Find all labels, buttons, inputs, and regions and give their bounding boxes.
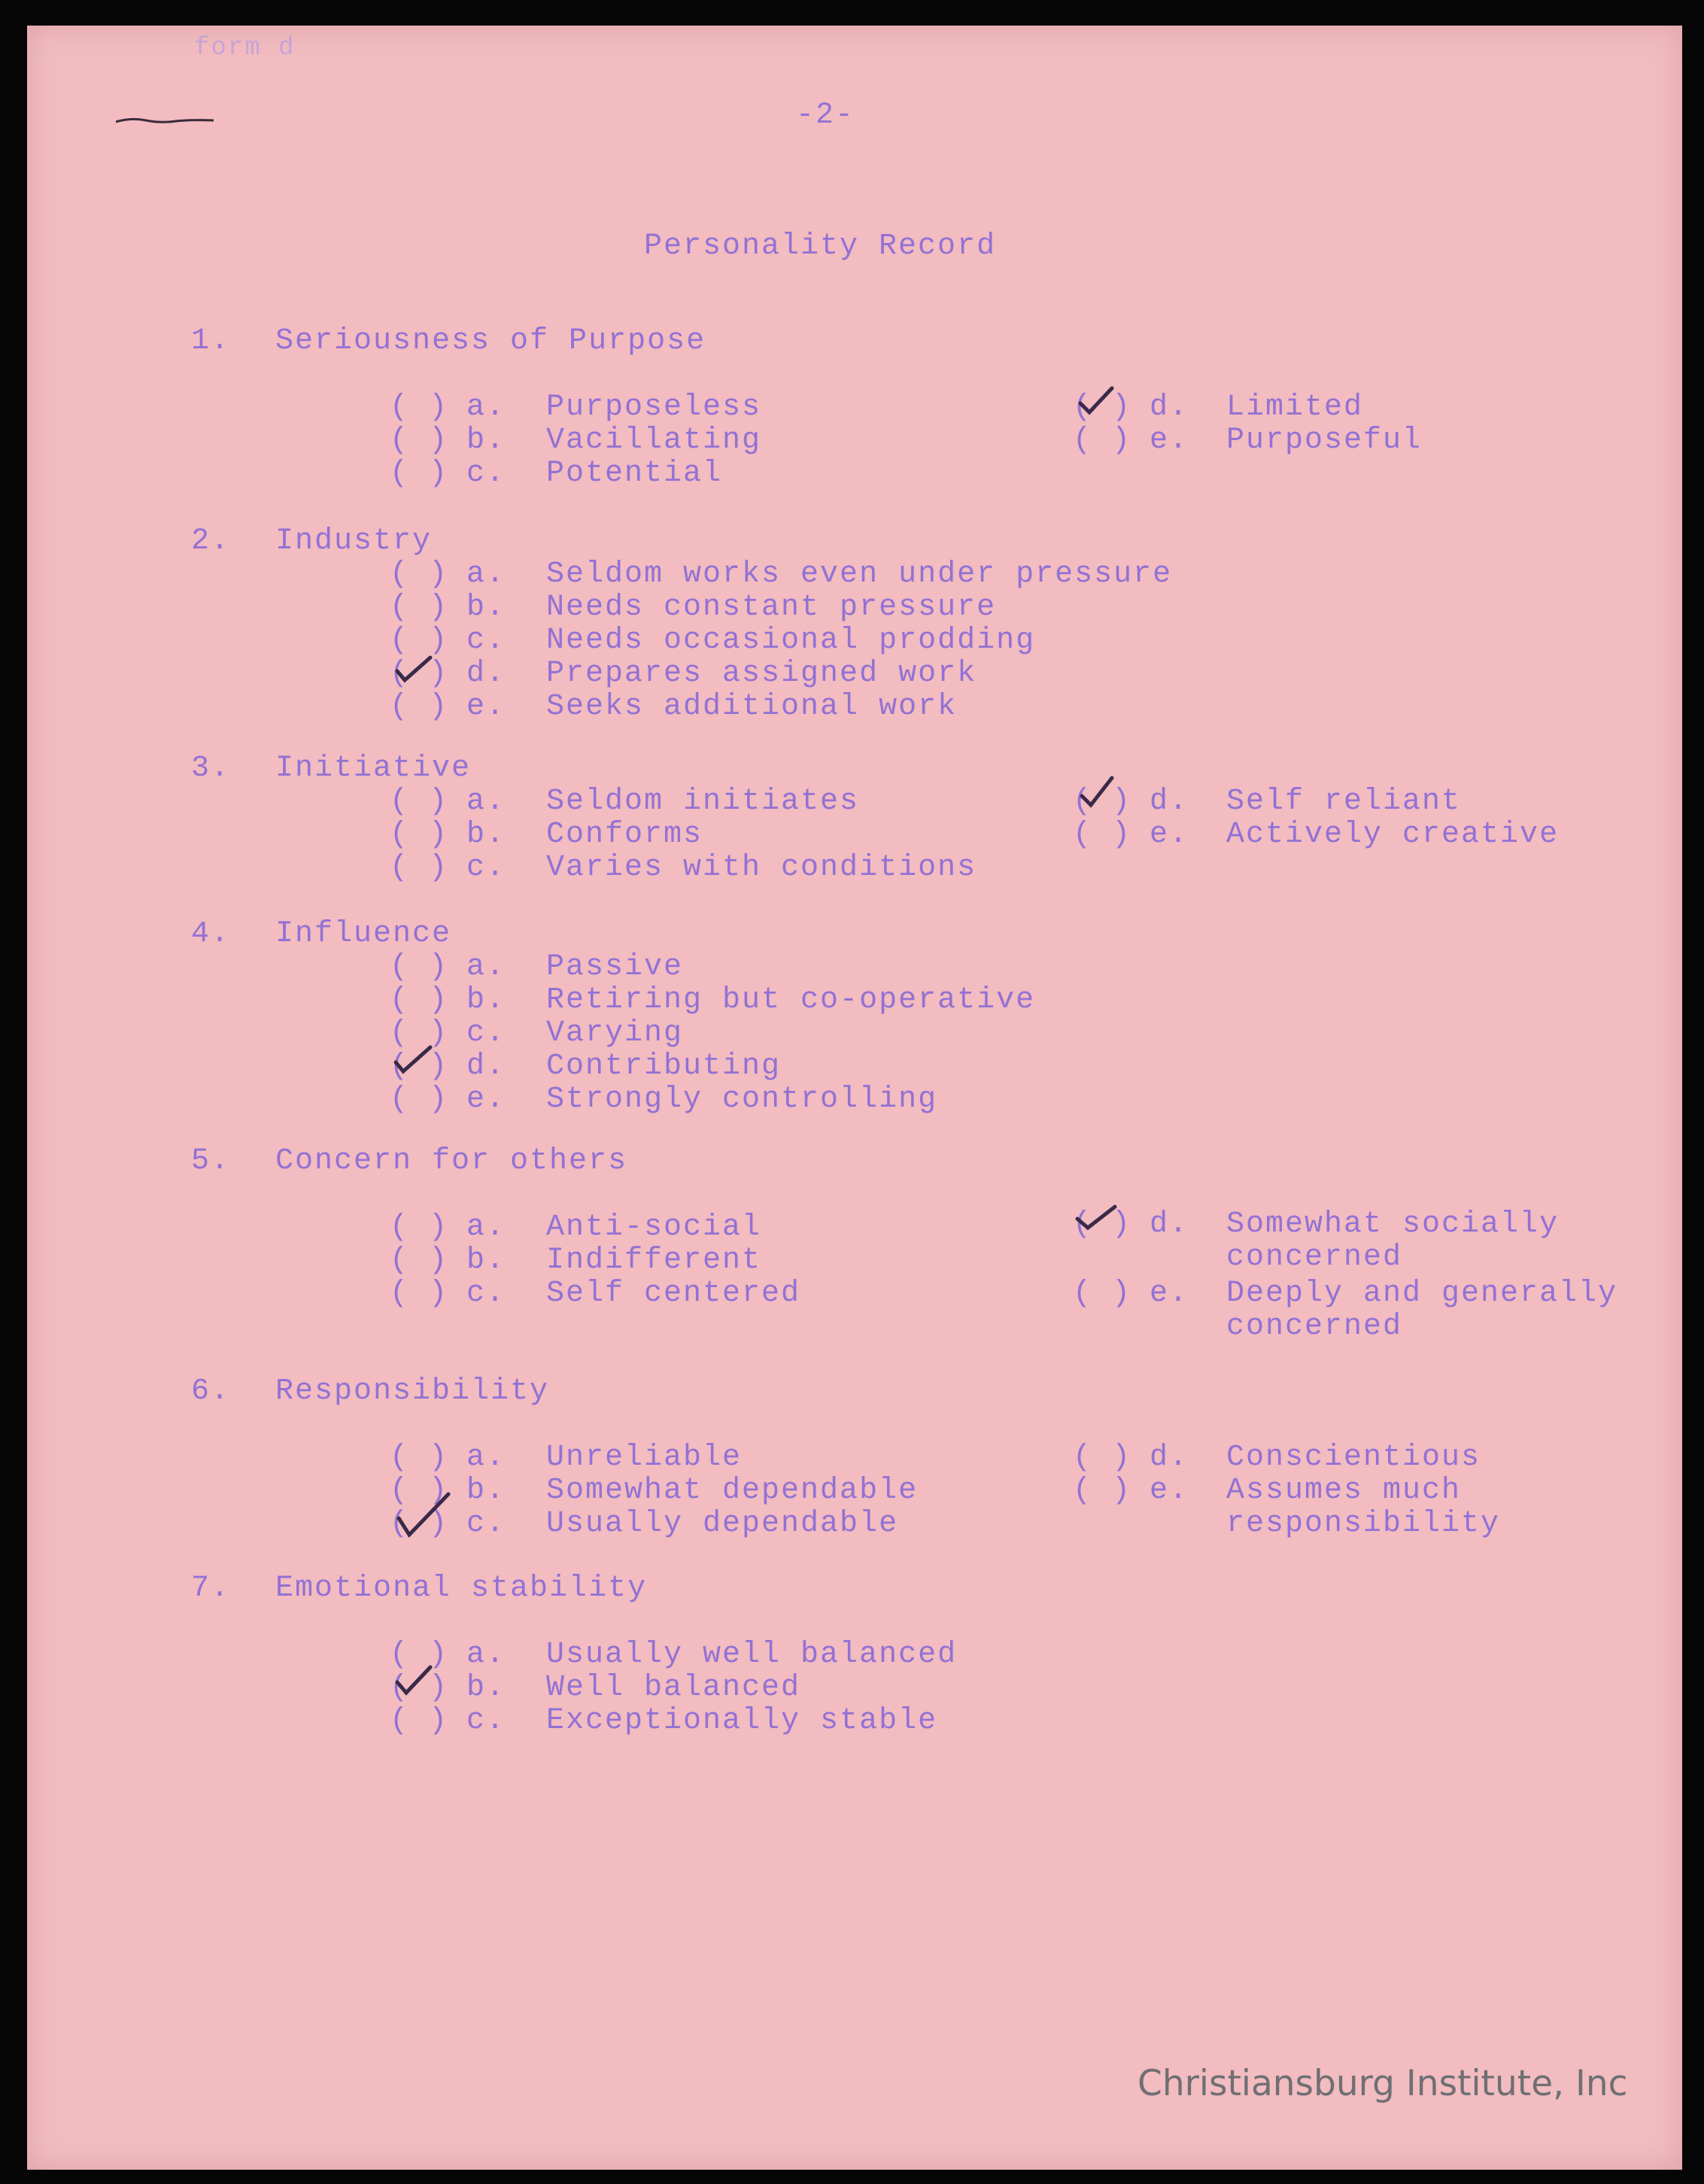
question-title: Initiative	[275, 752, 472, 785]
page-title: Personality Record	[644, 229, 997, 263]
option-text: Seldom works even under pressure	[546, 557, 1173, 591]
option-letter: e.	[1150, 1474, 1189, 1508]
option-letter: a.	[466, 1210, 506, 1244]
option-letter: b.	[466, 424, 506, 457]
option-text: Vacillating	[546, 424, 762, 457]
option-text: Deeply and generally	[1226, 1277, 1618, 1311]
option-text: Varies with conditions	[546, 851, 977, 885]
option-letter: c.	[466, 1016, 506, 1050]
question-number: 7.	[191, 1572, 231, 1605]
option-text: Prepares assigned work	[546, 657, 977, 691]
question-title: Industry	[275, 524, 433, 558]
option-letter: c.	[466, 624, 506, 658]
option-letter: c.	[466, 1704, 506, 1738]
option-mark: ( )	[390, 1638, 449, 1672]
option-letter: e.	[466, 1083, 506, 1116]
option-mark: ( )	[390, 1507, 449, 1541]
checkmark-icon	[1076, 382, 1118, 420]
option-letter: a.	[466, 557, 506, 591]
option-text: Somewhat dependable	[546, 1474, 919, 1508]
option-letter: b.	[466, 1244, 506, 1277]
option-mark: ( )	[1073, 1441, 1132, 1475]
option-mark: ( )	[390, 950, 449, 984]
option-letter: b.	[466, 1671, 506, 1705]
option-text: Somewhat socially	[1226, 1207, 1560, 1241]
option-letter: b.	[466, 1474, 506, 1508]
ink-smudge	[116, 117, 214, 125]
question-title: Emotional stability	[275, 1572, 648, 1605]
checkmark-icon	[391, 1040, 433, 1077]
option-mark: ( )	[390, 557, 449, 591]
option-mark: ( )	[390, 390, 449, 424]
option-mark: ( )	[390, 1049, 449, 1083]
option-letter: d.	[1150, 785, 1189, 819]
option-text: Purposeful	[1226, 424, 1423, 457]
option-mark: ( )	[1073, 1207, 1132, 1241]
option-letter: e.	[1150, 1277, 1189, 1311]
option-letter: b.	[466, 983, 506, 1017]
checkmark-icon	[394, 1488, 451, 1541]
option-mark: ( )	[390, 1277, 449, 1311]
watermark: Christiansburg Institute, Inc	[1138, 2063, 1628, 2104]
option-mark: ( )	[390, 1474, 449, 1508]
option-mark: ( )	[390, 1441, 449, 1475]
option-text: Anti-social	[546, 1210, 762, 1244]
option-text: Limited	[1226, 390, 1364, 424]
option-text: Strongly controlling	[546, 1083, 938, 1116]
option-text: Self reliant	[1226, 785, 1462, 819]
option-text-continued: concerned	[1226, 1241, 1403, 1274]
option-mark: ( )	[390, 1671, 449, 1705]
question-title: Responsibility	[275, 1374, 550, 1408]
question-number: 4.	[191, 917, 231, 951]
question-title: Seriousness of Purpose	[275, 324, 706, 358]
question-title: Influence	[275, 917, 452, 951]
question-title: Concern for others	[275, 1144, 628, 1178]
option-text: Self centered	[546, 1277, 801, 1311]
option-mark: ( )	[390, 1210, 449, 1244]
option-mark: ( )	[1073, 390, 1132, 424]
option-text: Unreliable	[546, 1441, 743, 1475]
option-letter: a.	[466, 390, 506, 424]
option-text-continued: concerned	[1226, 1310, 1403, 1344]
option-text: Conscientious	[1226, 1441, 1481, 1475]
option-mark: ( )	[390, 457, 449, 491]
option-text: Needs occasional prodding	[546, 624, 1036, 658]
checkmark-icon	[393, 1661, 435, 1699]
option-letter: e.	[1150, 818, 1189, 852]
page-number: -2-	[796, 99, 855, 132]
option-letter: d.	[466, 657, 506, 691]
option-mark: ( )	[390, 657, 449, 691]
option-letter: c.	[466, 851, 506, 885]
checkmark-icon	[1074, 1199, 1116, 1237]
option-text: Assumes much	[1226, 1474, 1462, 1508]
question-number: 2.	[191, 524, 231, 558]
option-mark: ( )	[390, 591, 449, 624]
option-letter: b.	[466, 818, 506, 852]
option-text: Seeks additional work	[546, 690, 958, 724]
option-mark: ( )	[390, 1083, 449, 1116]
option-letter: c.	[466, 1277, 506, 1311]
option-letter: d.	[466, 1049, 506, 1083]
option-text: Actively creative	[1226, 818, 1560, 852]
option-text: Seldom initiates	[546, 785, 860, 819]
option-mark: ( )	[1073, 818, 1132, 852]
option-text: Well balanced	[546, 1671, 801, 1705]
corner-note: form d	[194, 34, 296, 62]
option-text: Indifferent	[546, 1244, 762, 1277]
option-letter: e.	[466, 690, 506, 724]
option-mark: ( )	[390, 1704, 449, 1738]
checkmark-icon	[393, 649, 435, 686]
option-mark: ( )	[390, 1016, 449, 1050]
document-page	[27, 26, 1682, 2170]
option-letter: d.	[1150, 1207, 1189, 1241]
option-mark: ( )	[390, 851, 449, 885]
option-mark: ( )	[390, 785, 449, 819]
option-mark: ( )	[1073, 785, 1132, 819]
option-text: Conforms	[546, 818, 703, 852]
option-text: Contributing	[546, 1049, 782, 1083]
option-mark: ( )	[390, 424, 449, 457]
option-text-continued: responsibility	[1226, 1507, 1501, 1541]
option-text: Passive	[546, 950, 684, 984]
option-letter: d.	[1150, 390, 1189, 424]
option-text: Potential	[546, 457, 723, 491]
option-letter: a.	[466, 1638, 506, 1672]
option-letter: a.	[466, 1441, 506, 1475]
option-text: Usually well balanced	[546, 1638, 958, 1672]
option-text: Retiring but co-operative	[546, 983, 1036, 1017]
option-text: Exceptionally stable	[546, 1704, 938, 1738]
question-number: 6.	[191, 1374, 231, 1408]
option-mark: ( )	[1073, 424, 1132, 457]
option-text: Purposeless	[546, 390, 762, 424]
option-letter: c.	[466, 457, 506, 491]
option-mark: ( )	[1073, 1277, 1132, 1311]
option-text: Varying	[546, 1016, 684, 1050]
option-letter: e.	[1150, 424, 1189, 457]
option-text: Usually dependable	[546, 1507, 899, 1541]
option-mark: ( )	[1073, 1474, 1132, 1508]
option-mark: ( )	[390, 1244, 449, 1277]
question-number: 1.	[191, 324, 231, 358]
option-letter: a.	[466, 950, 506, 984]
question-number: 5.	[191, 1144, 231, 1178]
option-letter: a.	[466, 785, 506, 819]
option-mark: ( )	[390, 624, 449, 658]
option-mark: ( )	[390, 690, 449, 724]
option-letter: d.	[1150, 1441, 1189, 1475]
question-number: 3.	[191, 752, 231, 785]
option-mark: ( )	[390, 983, 449, 1017]
option-mark: ( )	[390, 818, 449, 852]
option-text: Needs constant pressure	[546, 591, 997, 624]
option-letter: b.	[466, 591, 506, 624]
checkmark-icon	[1077, 773, 1119, 811]
option-letter: c.	[466, 1507, 506, 1541]
